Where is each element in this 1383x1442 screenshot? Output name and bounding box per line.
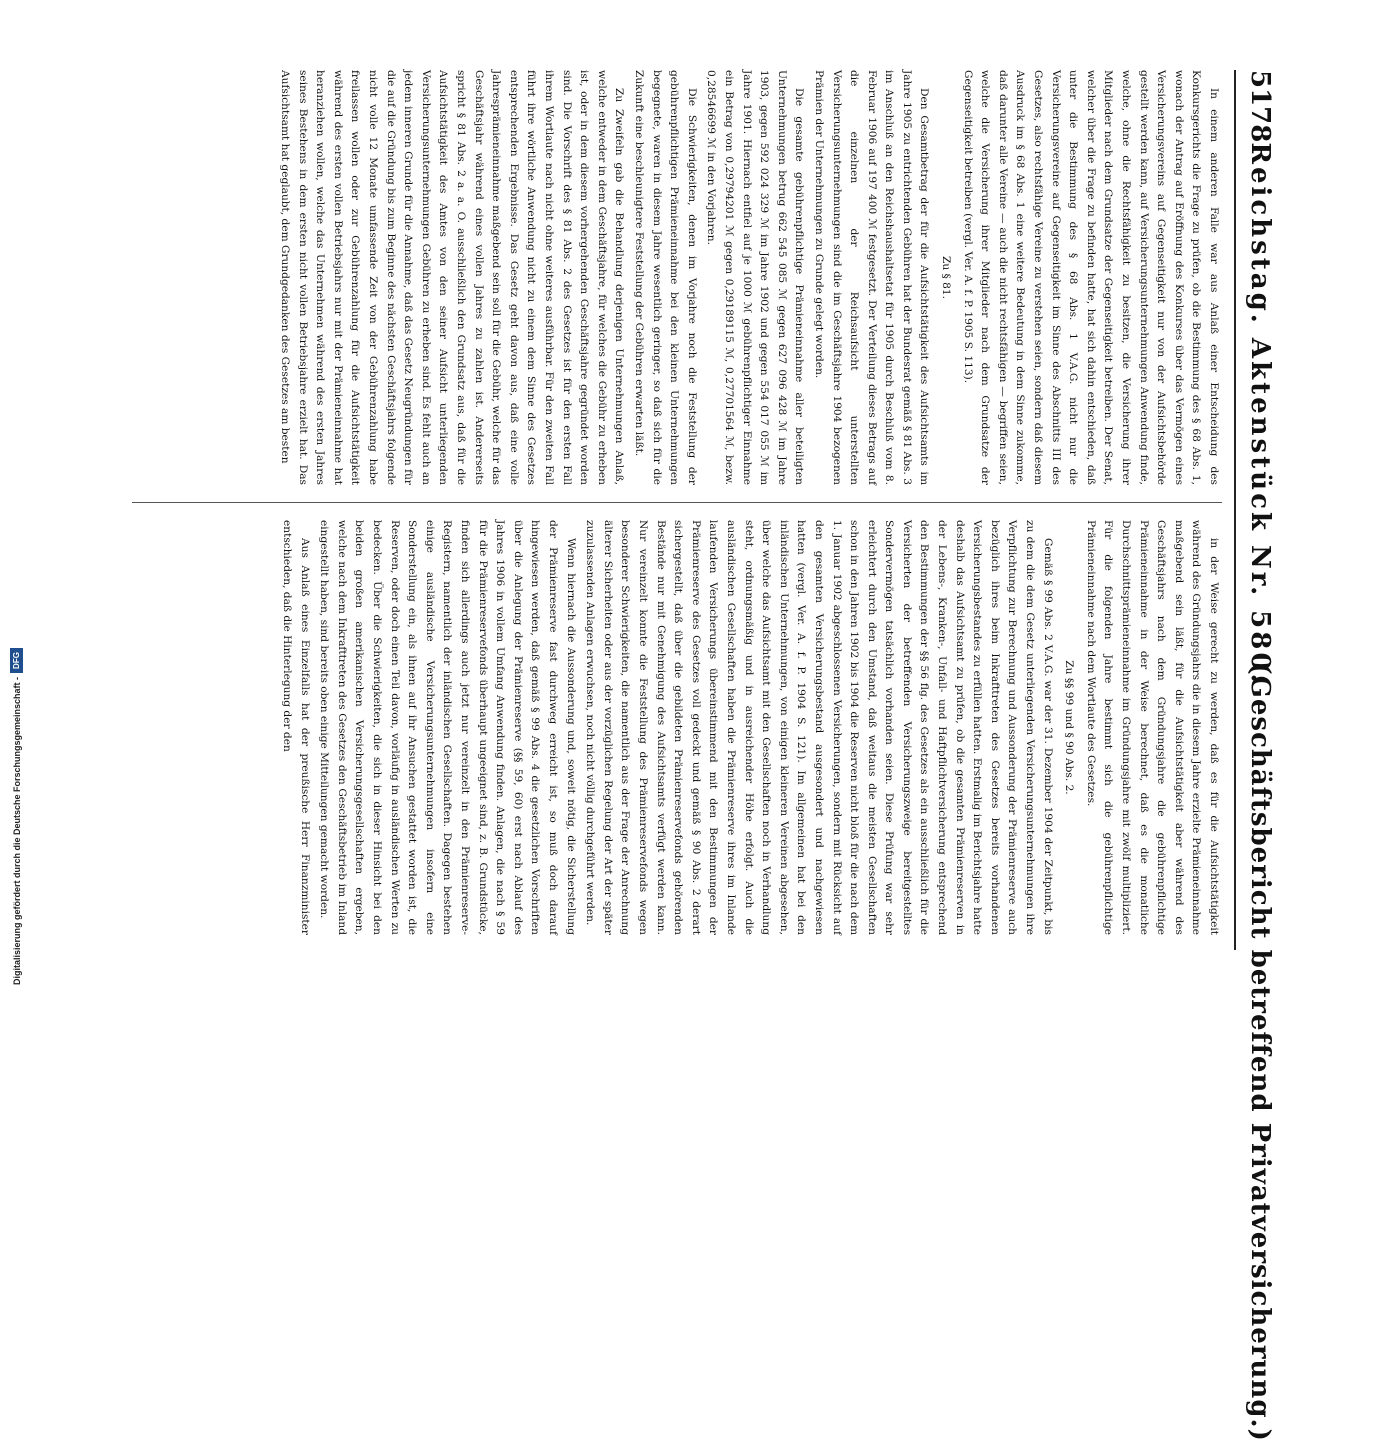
header-rule xyxy=(1234,70,1236,950)
dfg-logo-icon: DFG xyxy=(10,648,23,673)
page-title: Reichstag. Aktenstück Nr. 580. xyxy=(1245,142,1275,686)
digitization-note-text: Digitalisierung gefördert durch die Deutsche Forschungsgemeinschaft - xyxy=(11,676,22,985)
rotated-document xyxy=(80,70,1280,1442)
right-paragraph-3: Wenn hiernach die Aussonderung und, soweit nötig, die Sicherstellung der Prämienreserve fast durchweg erreicht ist, so muß doch darauf hingewiesen werden, daß gemäß § 99 Abs. 4 die gesetzlichen Vorschriften über die Anlegung der Prämienreserve (§§ 59, 60) erst nach Ablauf des Jahres 1906 in vollem Umfang Anwendung finden. Anlagen, die nach § 59 für die Prämienreservefonds überhaupt ungeeignet sind, z. B. Grundstücke, finden sich allerdings auch jetzt nur vereinzelt in den Prämienreserve-Registern, namentlich der inländischen Gesellschaften. Dagegen bestehen einige ausländische Versicherungsunternehmungen insofern eine Sonderstellung ein, als ihnen auf ihr Ansuchen gestattet worden ist, die Reserven, oder doch einen Teil davon, vorläufig in ausländischen Werten zu bedecken. Über die Schwierigkeiten, die sich in dieser Hinsicht bei den beiden großen amerikanischen Versicherungsgesellschaften ergeben, welche nach dem Inkrafttreten des Gesetzes den Geschäftsbetrieb im Inland eingestellt haben, sind bereits oben einige Mitteilungen gemacht worden. xyxy=(318,520,577,935)
left-column xyxy=(92,70,1222,485)
page-subtitle: (Geschäftsbericht betreffend Privatversicherung.) xyxy=(1245,662,1275,1442)
digitization-note xyxy=(10,5,23,985)
column-divider xyxy=(132,502,1222,503)
left-paragraph-3: Die gesamte gebührenpflichtige Prämieneinnahme aller beteiligten Unternehmungen betrug 662 545 085 ℳ gegen 627 096 428 ℳ im Jahre 1903, gegen 592 024 329 ℳ im Jahre 1902 und gegen 554 017 055 ℳ im Jahre 1901. Hiernach entfiel auf je 1000 ℳ gebührenpflichtiger Einnahme ein Betrag von 0,29794201 ℳ gegen 0,29189115 ℳ, 0,27701564 ℳ, bezw. 0,28546699 ℳ in den Vorjahren. xyxy=(705,70,806,485)
page-header xyxy=(1240,70,1280,1442)
right-paragraph-1: in der Weise gerecht zu werden, daß es für die Aufsichtstätigkeit während des Gründungsjahrs die in diesem Jahre erzielte Prämieneinnahme maßgebend sein läßt, für die Aufsichtstätigkeit aber während des Geschäftsjahrs nach dem Gründungsjahre die gebührenpflichtige Prämieneinnahme in der Weise berechnet, daß es die monatliche Durchschnittsprämieneinnahme im Gründungsjahre mit zwölf multipliziert. Für die folgenden Jahre bestimmt sich die gebührenpflichtige Prämieneinnahme nach dem Wortlaute des Gesetzes. xyxy=(1084,520,1220,935)
section-heading-99: Zu §§ 99 und § 90 Abs. 2. xyxy=(1063,660,1076,795)
left-paragraph-5: Zu Zweifeln gab die Behandlung derjenigen Unternehmungen Anlaß, welche entweder in dem Geschäftsjahre, für welches die Gebühr zu erheben ist, oder in dem diesem vorhergehenden Geschäftsjahre gegründet worden sind. Die Vorschrift des § 81 Abs. 2 des Gesetzes ist für den ersten Fall ihrem Wortlaute nach nicht ohne weiteres ausführbar. Für den zweiten Fall führt ihre wörtliche Anwendung nicht zu einem dem Sinne des Gesetzes entsprechenden Ergebnisse. Das Gesetz geht davon aus, daß eine volle Jahresprämieneinnahme maßgebend sein soll für die Gebühr, welche für das Geschäftsjahr während eines vollen Jahres zu zahlen ist. Andererseits spricht § 81 Abs. 2 a. a. O. ausschließlich den Grundsatz aus, daß für die Aufsichtstätigkeit des Amtes von den seiner Aufsicht unterliegenden Versicherungsunternehmungen Gebühren zu erheben sind. Es fehlt auch an jedem inneren Grunde für die Annahme, daß das Gesetz Neugründungen für die auf die Gründung bis zum Beginne des nächsten Geschäftsjahrs folgende nicht volle 12 Monate umfassende Zeit von der Gebührenzahlung habe freilassen wollen oder zur Gebührenzahlung für die Aufsichtstätigkeit während des ersten vollen Betriebsjahrs nur mit der Prämieneinnahme hat heranziehen wollen, welche das Unternehmen während des ersten Jahres seines Bestehens in dem ersten nicht vollen Betriebsjahre erzielt hat. Das Aufsichtsamt hat geglaubt, dem Grundgedanken des Gesetzes am besten xyxy=(279,70,626,485)
right-column xyxy=(92,520,1222,935)
left-paragraph-4: Die Schwierigkeiten, denen im Vorjahre noch die Feststellung der gebührenpflichtigen Prämieneinnahme bei den kleinen Unternehmungen begegnete, waren in diesem Jahre wesentlich geringer, so daß sich für die Zukunft eine beschleunigtere Feststellung der Gebühren erwarten läßt. xyxy=(633,70,698,485)
page-number: 5178 xyxy=(1245,70,1275,143)
section-heading-81: Zu § 81. xyxy=(940,255,953,300)
right-paragraph-4: Aus Anlaß eines Einzelfalls hat der preußische Herr Finanzminister entschieden, daß die Hinterlegung der den xyxy=(281,520,311,935)
left-paragraph-1: In einem anderen Falle war aus Anlaß einer Entscheidung des Konkursgerichts die Frage zu prüfen, ob die Bestimmung des § 68 Abs. 1, wonach der Antrag auf Eröffnung des Konkurses über das Vermögen eines Versicherungsvereins auf Gegenseitigkeit nur von der Aufsichtsbehörde gestellt werden kann, auf Versicherungsunternehmungen Anwendung finde, welche, ohne die Rechtsfähigkeit zu besitzen, die Versicherung ihrer Mitglieder nach dem Grundsatze der Gegenseitigkeit betreiben. Der Senat, welcher über die Frage zu befinden hatte, hat sich dahin entschieden, daß unter die Bestimmung des § 68 Abs. 1 V.A.G. nicht nur die Versicherungsvereine auf Gegenseitigkeit im Sinne des Abschnitts III des Gesetzes, also rechtsfähige Vereine zu verstehen seien, sondern daß diesem Ausdruck im § 68 Abs. 1 eine weitere Bedeutung in dem Sinne zukomme, daß darunter alle Vereine — auch die nicht rechtsfähigen — begriffen seien, welche die Versicherung ihrer Mitglieder nach dem Grundsatze der Gegenseitigkeit betreiben (vergl. Ver. A. f. P. 1905 S. 113). xyxy=(961,70,1220,485)
right-paragraph-2: Gemäß § 99 Abs. 2 V.A.G. war der 31. Dezember 1904 der Zeitpunkt, bis zu dem die dem Gesetz unterliegenden Versicherungsunternehmungen ihre Verpflichtung zur Berechnung und Aussonderung der Prämienreserve auch bezüglich ihres beim Inkrafttreten des Gesetzes bereits vorhandenen Versicherungsbestandes zu erfüllen hatten. Erstmalig im Berichtsjahre hatte deshalb das Aufsichtsamt zu prüfen, ob die gesamten Prämienreserven in der Lebens-, Kranken-, Unfall- und Haftpflichtversicherung entsprechend den Bestimmungen der §§ 56 flg. des Gesetzes als ein ausschließlich für die Versicherten der betreffenden Versicherungszweige bereitgestelltes Sondervermögen tatsächlich vorhanden seien. Diese Prüfung war sehr erleichtert durch den Umstand, daß weitaus die meisten Gesellschaften schon in den Jahren 1902 bis 1904 die Reserven nicht bloß für die nach dem 1. Januar 1902 abgeschlossenen Versicherungen, sondern mit Rücksicht auf den gesamten Versicherungsbestand ausgesondert und nachgewiesen hatten (vergl. Ver. A. f. P. 1904 S. 121). Im allgemeinen hat bei den inländischen Unternehmungen, von einigen kleineren Vereinen abgesehen, über welche das Aufsichtsamt mit den Gesellschaften noch in Verhandlung steht, ordnungsmäßig und in ausreichender Höhe erfolgt. Auch die ausländischen Gesellschaften haben die Prämienreserve ihres im Inlande laufenden Versicherungs übereinstimmend mit den Bestimmungen der Prämienreserve des Gesetzes voll gedeckt und gemäß § 90 Abs. 2 derart sichergestellt, daß über die gebildeten Prämienreservefonds gehörenden Bestände nur mit Genehmigung des Aufsichtsamts verfügt werden kann. Nur vereinzelt konnte die Feststellung des Prämienreservefonds wegen besonderer Schwierigkeiten, die namentlich aus der Frage der Anrechnung älterer Sicherheiten oder aus der vorzüglichen Regelung der Art der später zuzulassenden Anlagen erwuchsen, noch nicht völlig durchgeführt werden. xyxy=(584,520,1054,935)
left-paragraph-2: Den Gesamtbetrag der für die Aufsichtstätigkeit des Aufsichtsamts im Jahre 1905 zu entrichtenden Gebühren hat der Bundesrat gemäß § 81 Abs. 3 im Anschluß an den Reichshaushaltsetat für 1905 durch Beschluß vom 8. Februar 1906 auf 197 400 ℳ festgesetzt. Der Verteilung dieses Betrags auf die einzelnen der Reichsaufsicht unterstellten Versicherungsunternehmungen sind die im Geschäftsjahre 1904 bezogenen Prämien der Unternehmungen zu Grunde gelegt worden. xyxy=(812,70,931,485)
